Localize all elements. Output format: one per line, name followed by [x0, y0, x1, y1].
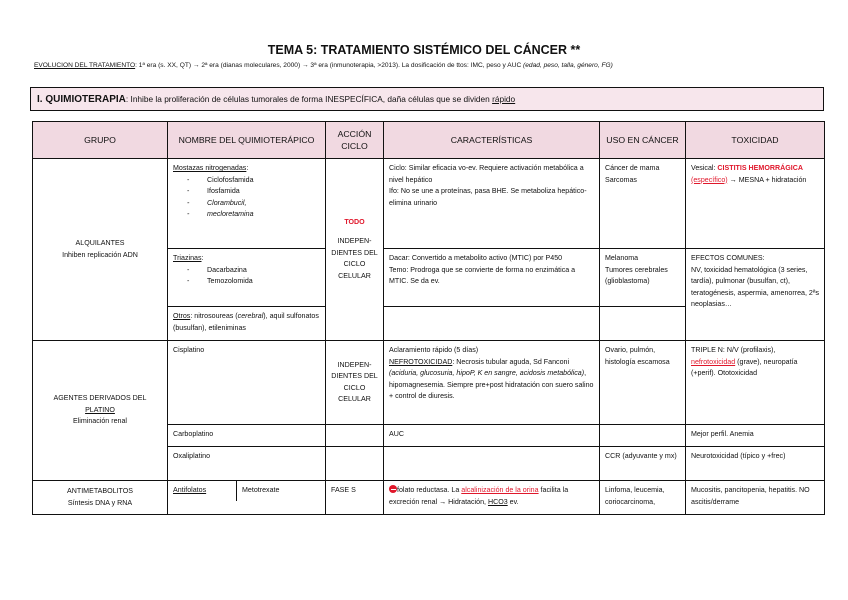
- header-accion: ACCIÓN CICLO: [326, 122, 384, 159]
- accion-fase-s: FASE S: [326, 481, 384, 515]
- group-sub: Inhiben replicación ADN: [62, 250, 138, 259]
- efectos-comunes: EFECTOS COMUNES: NV, toxicidad hematológica (3 series, tardía), pulmonar (busulfan, ct), teratogénesis, aspermia, amenorrea, 2ªs neoplasias…: [686, 249, 825, 341]
- triazinas-cell: Triazinas: - Dacarbazina - Temozolomida: [168, 249, 326, 307]
- list-item-cont: [207, 209, 320, 221]
- table-row: [33, 159, 825, 249]
- table-row: [33, 481, 825, 515]
- oxaliplatino-cell: Oxaliplatino: [168, 447, 326, 481]
- mostazas-cell: Mostazas nitrogenadas: - Ciclofosfamida - Ifosfamida - Clorambucil, - mecloretamina: [168, 159, 326, 249]
- list-item: - Ifosfamida: [207, 186, 320, 198]
- cisplatino-toxicidad: [686, 341, 825, 425]
- section-title: I. QUIMIOTERAPIA: [37, 94, 126, 105]
- page-title: TEMA 5: TRATAMIENTO SISTÉMICO DEL CÁNCER **: [267, 43, 581, 57]
- header-grupo: GRUPO: [33, 122, 168, 159]
- header-nombre: NOMBRE DEL QUIMIOTERÁPICO: [168, 122, 326, 159]
- mostazas-caracteristicas: Ciclo: Similar eficacia vo-ev. Requiere activación metabólica a nivel hepático Ifo: No se une a proteínas, pasa BHE. Se metaboliza hepático-elimina urinario: [384, 159, 600, 249]
- oxaliplatino-caracteristicas: [384, 447, 600, 481]
- otros-label: Otros: [173, 312, 191, 320]
- list-item: - Temozolomida: [207, 276, 320, 288]
- header-toxicidad: TOXICIDAD: [686, 122, 825, 159]
- group-sub: Síntesis DNA y RNA: [67, 498, 133, 507]
- section-underlined: rápido: [492, 94, 516, 104]
- chemo-table: [32, 121, 825, 515]
- car-italic: (aciduria, glucosuria, hipoP, K en sangre, acidosis metabólica): [389, 369, 585, 377]
- triazinas-label: Triazinas: [173, 254, 202, 262]
- car-line2: facilita la excreción renal → Hidratación,: [389, 486, 569, 506]
- carboplatino-uso: [600, 425, 686, 447]
- table-header-row: [33, 122, 825, 159]
- otros-caracteristicas: [384, 307, 600, 341]
- evolution-italic: (edad, peso, talla, género, FG): [523, 62, 613, 69]
- list-item: - Dacarbazina: [207, 265, 320, 277]
- list-item: - Clorambucil,: [207, 198, 320, 210]
- car-line2: : Necrosis tubular aguda, Sd Fanconi: [452, 357, 570, 366]
- triazinas-caracteristicas: Dacar: Convertido a metabolito activo (MTIC) por P450 Temo: Prodroga que se convierte de forma no enzimática a MTIC. Se da ev.: [384, 249, 600, 307]
- header-caracteristicas: CARACTERÍSTICAS: [384, 122, 600, 159]
- mostazas-label: Mostazas nitrogenadas: [173, 164, 247, 172]
- header-uso: USO EN CÁNCER: [600, 122, 686, 159]
- metotrexate-toxicidad: Mucositis, pancitopenia, hepatitis. NO ascitis/derrame: [686, 481, 825, 515]
- tox-red: nefrotoxicidad: [691, 357, 736, 366]
- tox-post: → MESNA + hidratación: [727, 175, 807, 184]
- list-item: - Ciclofosfamida: [207, 175, 320, 187]
- carboplatino-caracteristicas: AUC: [384, 425, 600, 447]
- otros-cell: [168, 307, 326, 341]
- oxaliplatino-uso: CCR (adyuvante y mx): [600, 447, 686, 481]
- metotrexate-label: Metotrexate: [242, 486, 280, 494]
- cisplatino-cell: Cisplatino: [168, 341, 326, 425]
- tox-red: CISTITIS HEMORRÁGICA: [717, 164, 803, 172]
- metotrexate-caracteristicas: [384, 481, 600, 515]
- car-line1: folato reductasa. La: [397, 486, 462, 494]
- tox-line1: TRIPLE N: N/V (profilaxis),: [691, 346, 776, 354]
- group-sub: Eliminación renal: [72, 417, 128, 426]
- group-alquilantes: [33, 159, 168, 341]
- section-text: : Inhibe la proliferación de células tumorales de forma INESPECÍFICA, daña células que se dividen: [125, 94, 493, 104]
- group-name: ALQUILANTES: [75, 239, 125, 247]
- evolution-subtitle: [34, 62, 824, 69]
- tox-line2: (grave), neuropatía (+perif). Ototoxicidad: [691, 357, 798, 377]
- list-item-text: mecloretamina: [207, 210, 254, 218]
- group-antimetabolitos: [33, 481, 168, 515]
- cisplatino-caracteristicas: [384, 341, 600, 425]
- no-entry-icon: [389, 485, 397, 493]
- mostazas-toxicidad: [686, 159, 825, 249]
- triazinas-uso: Melanoma Tumores cerebrales (glioblastoma): [600, 249, 686, 307]
- antifolatos-label: Antifolatos: [168, 481, 237, 501]
- evolution-text: : 1ª era (s. XX, QT) → 2ª era (dianas moleculares, 2000) → 3ª era (inmunoterapia, >2013). La dosificación de ttos: IMC, peso y AUC: [135, 62, 524, 69]
- car-line3: ev.: [507, 497, 519, 506]
- oxaliplatino-accion: [326, 447, 384, 481]
- evolution-label: EVOLUCIÓN DEL TRATAMIENTO: [34, 62, 136, 69]
- carboplatino-accion: [326, 425, 384, 447]
- table-row: [33, 341, 825, 425]
- car-hco3: HCO3: [487, 497, 508, 506]
- car-line1: Aclaramiento rápido (5 días): [389, 346, 479, 354]
- metotrexate-uso: Linfoma, leucemia, coriocarcinoma,: [600, 481, 686, 515]
- accion-alquilantes: [326, 159, 384, 341]
- car-red: alcalinización de la orina: [461, 486, 539, 494]
- cisplatino-uso: Ovario, pulmón, histología escamosa: [600, 341, 686, 425]
- section-quimioterapia: [30, 87, 824, 111]
- car-label: NEFROTOXICIDAD: [389, 357, 453, 366]
- accion-todo: TODO: [344, 217, 365, 226]
- group-platino: [33, 341, 168, 481]
- carboplatino-cell: Carboplatino: [168, 425, 326, 447]
- group-name-underlined: PLATINO: [85, 405, 115, 414]
- oxaliplatino-toxicidad: Neurotoxicidad (típico y +frec): [686, 447, 825, 481]
- carboplatino-toxicidad: Mejor perfil. Anemia: [686, 425, 825, 447]
- tox-especifico: (específico): [691, 175, 728, 184]
- group-name: AGENTES DERIVADOS DEL: [53, 394, 147, 403]
- accion-text: INDEPEN-DIENTES DEL CICLO CELULAR: [331, 237, 378, 280]
- tox-pre: Vesical:: [691, 164, 718, 172]
- car-line3: , hipomagnesemia. Siempre pre+post hidratación con suero salino + control de diuresis.: [389, 369, 594, 400]
- otros-pre: : nitrosoureas (: [190, 312, 238, 320]
- otros-post: ), aquil sulfonatos (busulfan), etileniminas: [173, 312, 319, 332]
- otros-italic: cerebral: [237, 312, 264, 320]
- mostazas-uso: Cáncer de mama Sarcomas: [600, 159, 686, 249]
- group-name: ANTIMETABOLITOS: [67, 487, 133, 495]
- otros-uso: [600, 307, 686, 341]
- antimetabolitos-drug-cell: [168, 481, 326, 515]
- accion-platino: INDEPEN-DIENTES DEL CICLO CELULAR: [326, 341, 384, 425]
